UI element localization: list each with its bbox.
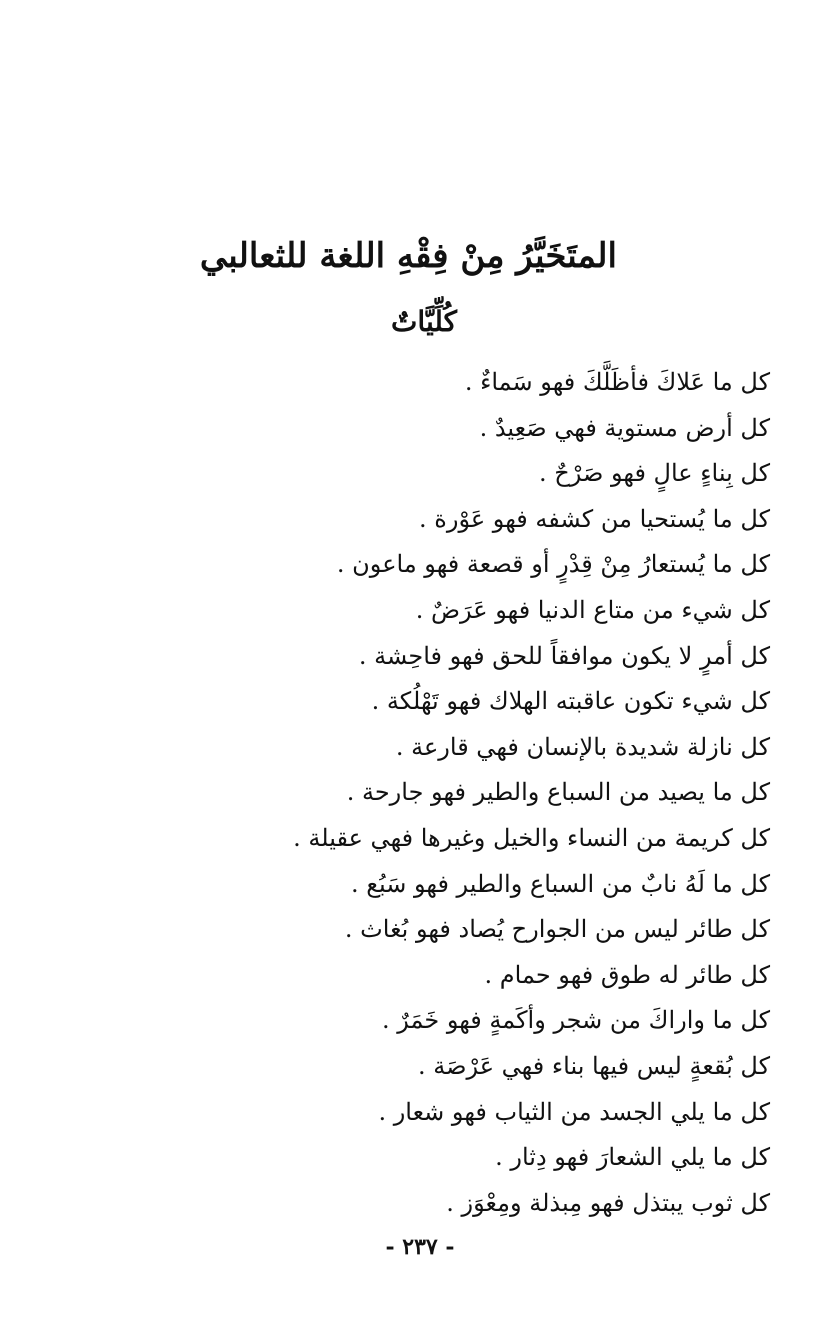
definition-list bbox=[293, 360, 770, 1226]
page-title: المتَخَيَّرُ مِنْ فِقْهِ اللغة للثعالبي bbox=[199, 236, 617, 276]
list-item: كل ما يُستحيا من كشفه فهو عَوْرة . bbox=[419, 504, 770, 533]
list-item: كل ثوب يبتذل فهو مِبذلة ومِعْوَز . bbox=[446, 1188, 770, 1217]
list-item: كل كريمة من النساء والخيل وغيرها فهي عقيلة . bbox=[293, 823, 770, 852]
list-item: كل طائر ليس من الجوارح يُصاد فهو بُغاث . bbox=[344, 915, 770, 944]
list-item: كل شيء من متاع الدنيا فهو عَرَضٌ . bbox=[415, 595, 770, 624]
list-item: كل ما يصيد من السباع والطير فهو جارحة . bbox=[346, 778, 770, 807]
list-item: كل ما يُستعارُ مِنْ قِدْرٍ أو قصعة فهو ماعون . bbox=[336, 550, 770, 579]
list-item: كل شيء تكون عاقبته الهلاك فهو تَهْلُكة . bbox=[371, 687, 770, 716]
page-number: - ٢٣٧ - bbox=[385, 1234, 455, 1260]
list-item: كل ما يلي الجسد من الثياب فهو شعار . bbox=[378, 1097, 770, 1126]
list-item: كل ما لَهُ نابٌ من السباع والطير فهو سَبُع . bbox=[350, 869, 770, 898]
list-item: كل ما يلي الشعارَ فهو دِثار . bbox=[495, 1143, 770, 1172]
list-item: كل بُقعةٍ ليس فيها بناء فهي عَرْصَة . bbox=[417, 1051, 770, 1080]
list-item: كل بِناءٍ عالٍ فهو صَرْحٌ . bbox=[538, 459, 770, 488]
list-item: كل أرض مستوية فهي صَعِيدٌ . bbox=[479, 413, 770, 442]
section-subtitle: كُلِّيَّاتٌ bbox=[391, 305, 457, 338]
list-item: كل ما عَلاكَ فأظَلَّكَ فهو سَماءٌ . bbox=[464, 368, 770, 396]
list-item: كل أمرٍ لا يكون موافقاً للحق فهو فاحِشة . bbox=[358, 641, 770, 670]
list-item: كل طائر له طوق فهو حمام . bbox=[484, 960, 770, 989]
list-item: كل ما واراكَ من شجر وأكَمةٍ فهو خَمَرٌ . bbox=[381, 1006, 770, 1035]
list-item: كل نازلة شديدة بالإنسان فهي قارعة . bbox=[395, 732, 770, 761]
